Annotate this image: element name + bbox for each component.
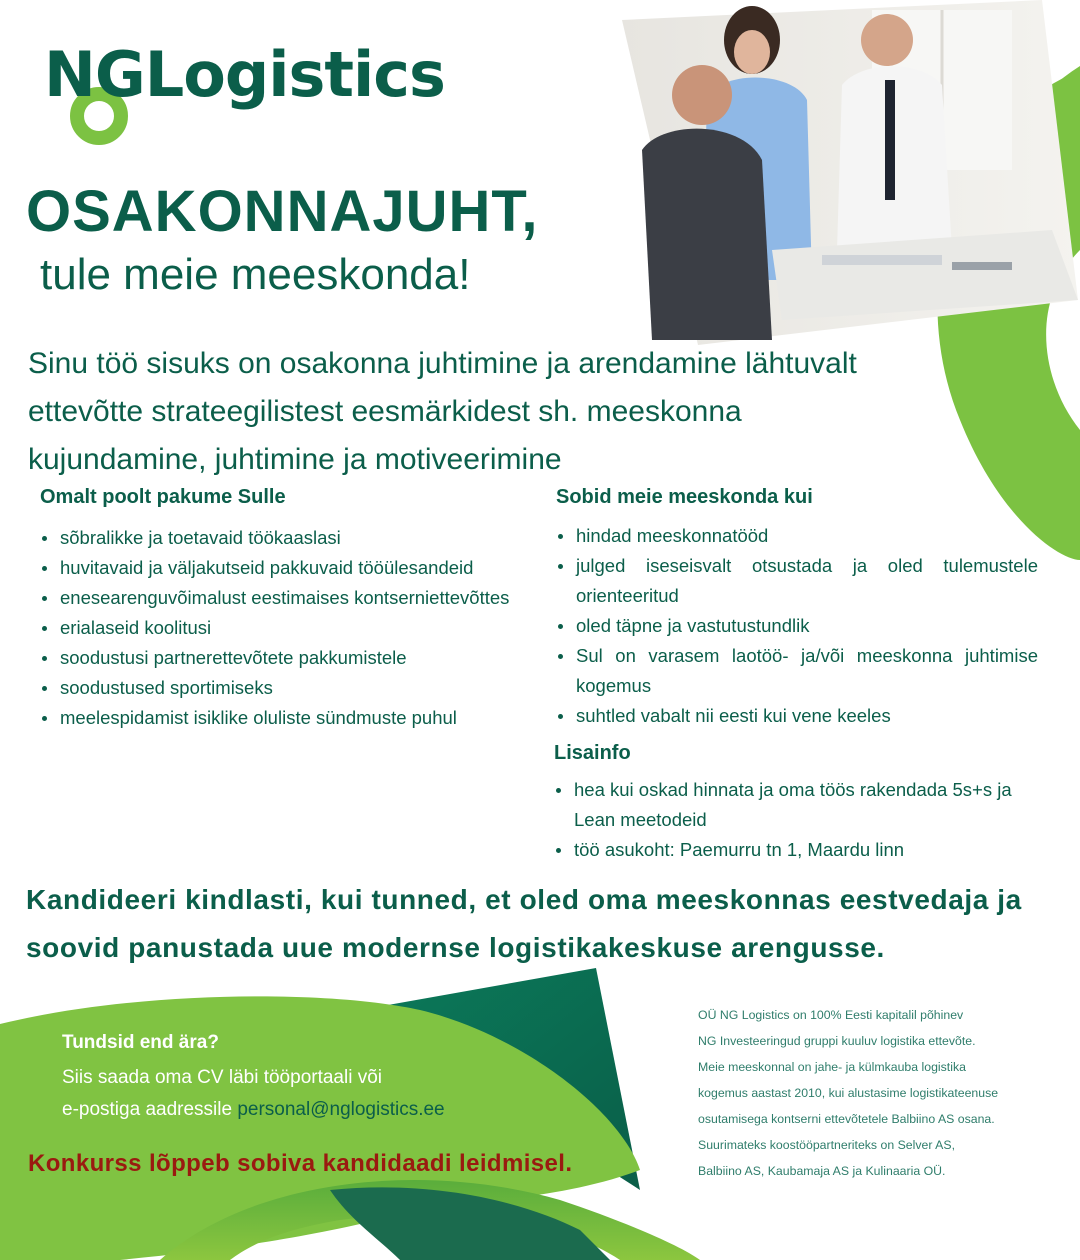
headline-subtitle: tule meie meeskonda! xyxy=(40,250,471,299)
apply-line-2-prefix: e-postiga aadressile xyxy=(62,1099,238,1120)
list-item: julged iseseisvalt otsustada ja oled tulemustele orienteeritud xyxy=(556,551,1038,611)
list-item: suhtled vabalt nii eesti kui vene keeles xyxy=(556,701,1038,731)
list-item: oled täpne ja vastutustundlik xyxy=(556,611,1038,641)
company-info-line: OÜ NG Logistics on 100% Eesti kapitalil põhinev xyxy=(698,1008,964,1022)
list-item: erialaseid koolitusi xyxy=(40,613,530,643)
list-item: soodustused sportimiseks xyxy=(40,673,530,703)
company-logo xyxy=(44,38,445,148)
company-info-line: kogemus aastast 2010, kui alustasime logistikateenuse xyxy=(698,1086,999,1100)
offer-title: Omalt poolt pakume Sulle xyxy=(40,486,286,508)
list-item: Sul on varasem laotöö- ja/või meeskonna juhtimise kogemus xyxy=(556,641,1038,701)
logo-text: NGLogistics xyxy=(44,38,445,111)
fit-list xyxy=(556,521,1038,731)
job-title: OSAKONNAJUHT, xyxy=(26,179,539,244)
apply-line-2 xyxy=(62,1094,542,1126)
list-item: hea kui oskad hinnata ja oma töös rakendada 5s+s ja Lean meetodeid xyxy=(554,775,1044,835)
company-info xyxy=(698,1002,1048,1184)
job-description: Sinu töö sisuks on osakonna juhtimine ja arendamine lähtuvalt ettevõtte strateegilistest eesmärkidest sh. meeskonna kujundamine, juhtimine ja motiveerimine xyxy=(28,347,857,476)
list-item: meelespidamist isiklike oluliste sündmuste puhul xyxy=(40,703,530,733)
call-to-action: Kandideeri kindlasti, kui tunned, et oled oma meeskonnas eestvedaja ja soovid panustada uue modernse logistikakeskuse arengusse. xyxy=(26,884,1022,963)
apply-title: Tundsid end ära? xyxy=(62,1032,219,1053)
company-info-line: Suurimateks koostööpartneriteks on Selver AS, xyxy=(698,1138,955,1152)
extra-list xyxy=(554,775,1044,865)
list-item: hindad meeskonnatööd xyxy=(556,521,1038,551)
offer-list xyxy=(40,523,530,733)
fit-section xyxy=(556,486,1038,731)
apply-section xyxy=(62,1032,542,1126)
company-info-line: Balbiino AS, Kaubamaja AS ja Kulinaaria OÜ. xyxy=(698,1164,946,1178)
list-item: huvitavaid ja väljakutseid pakkuvaid tööülesandeid xyxy=(40,553,530,583)
apply-line-1: Siis saada oma CV läbi tööportaali või xyxy=(62,1067,383,1088)
deadline-notice: Konkurss lõppeb sobiva kandidaadi leidmisel. xyxy=(28,1150,573,1177)
offer-section xyxy=(40,486,530,733)
extra-title: Lisainfo xyxy=(554,742,631,764)
company-info-line: Meie meeskonnal on jahe- ja külmkauba logistika xyxy=(698,1060,966,1074)
company-info-line: NG Investeeringud gruppi kuuluv logistika ettevõte. xyxy=(698,1034,976,1048)
fit-title: Sobid meie meeskonda kui xyxy=(556,486,813,508)
team-photo xyxy=(622,0,1078,345)
list-item: soodustusi partnerettevõtete pakkumistele xyxy=(40,643,530,673)
email-link[interactable]: personal@nglogistics.ee xyxy=(237,1099,445,1120)
list-item: sõbralikke ja toetavaid töökaaslasi xyxy=(40,523,530,553)
list-item: töö asukoht: Paemurru tn 1, Maardu linn xyxy=(554,835,1044,865)
company-info-line: osutamisega kontserni ettevõtetele Balbiino AS osana. xyxy=(698,1112,995,1126)
list-item: enesearenguvõimalust eestimaises kontserniettevõttes xyxy=(40,583,530,613)
extra-info-section xyxy=(554,742,1044,865)
